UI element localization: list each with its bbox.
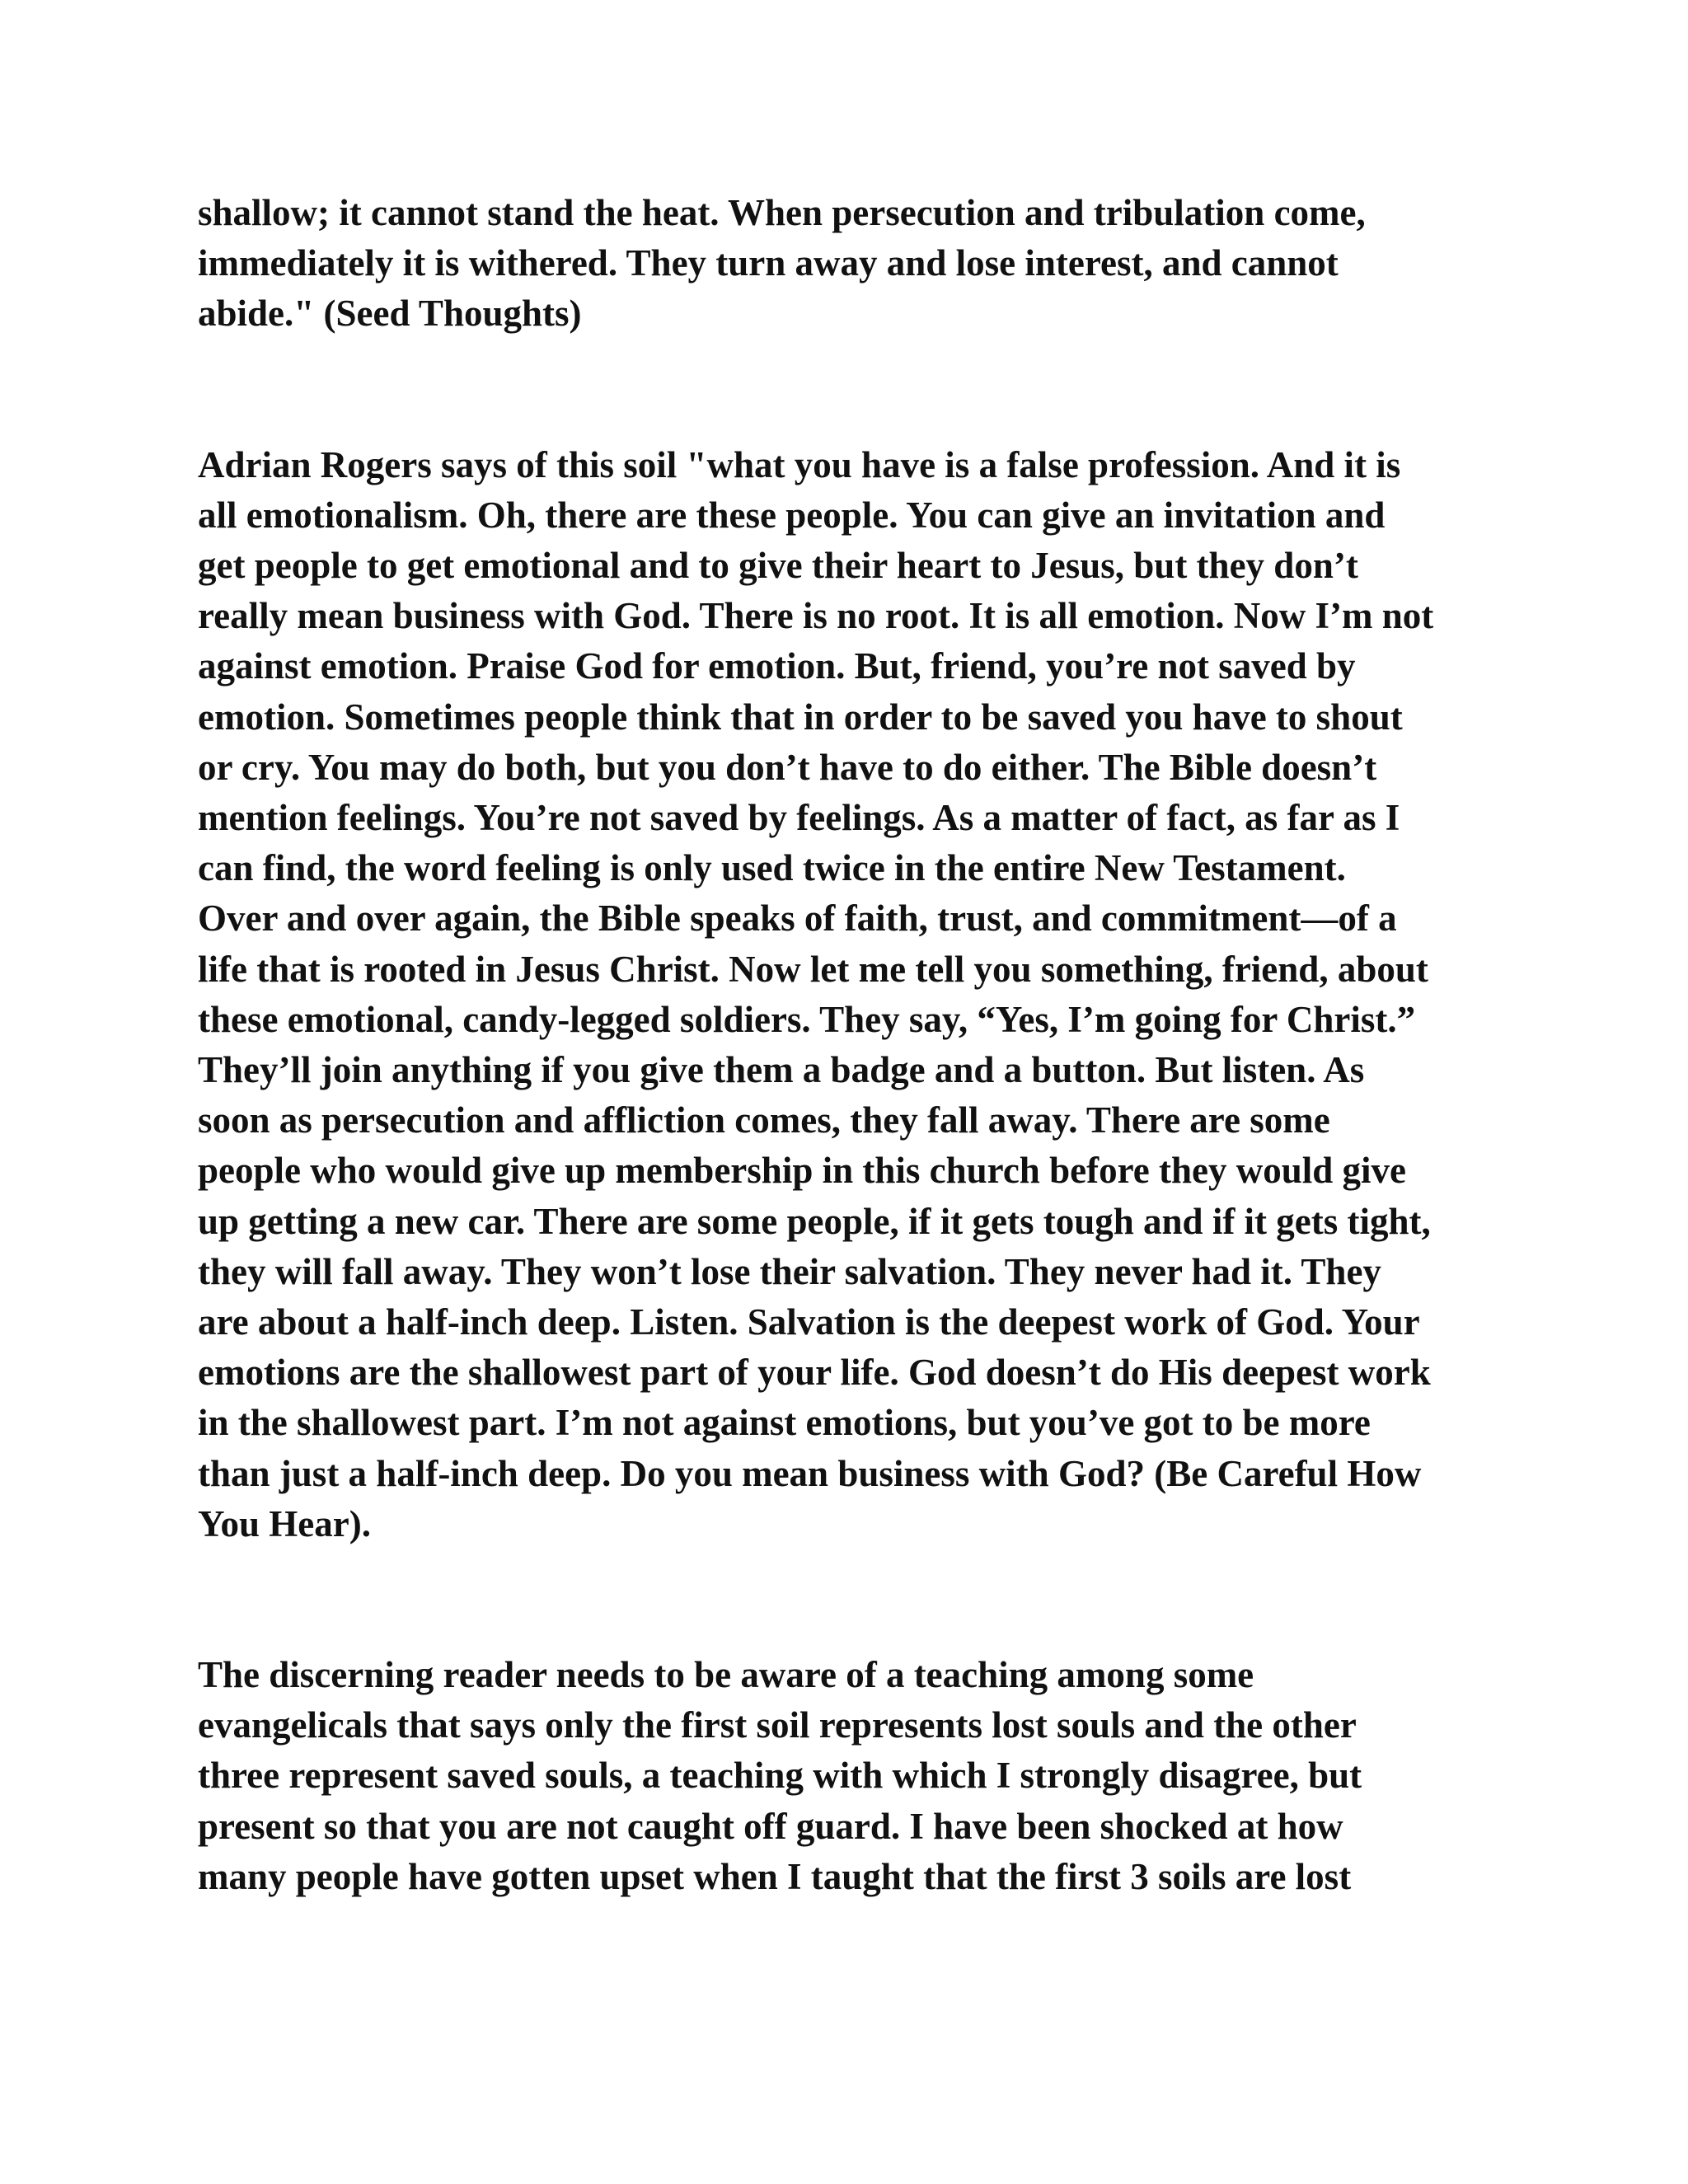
paragraph-discerning-reader: The discerning reader needs to be aware of a teaching among some evangelicals that says only the first soil represents lost souls and the other three represent saved souls, a teaching with which I strongly disagree, but present so that you are not caught off guard. I have been shocked at how many people have gotten upset when I taught that the first 3 soils are lost: [198, 1654, 1362, 1897]
page-content: [198, 188, 1517, 1902]
paragraph-adrian-rogers-quote: Adrian Rogers says of this soil "what you have is a false profession. And it is all emotionalism. Oh, there are these people. You can give an invitation and get people to get emotional and to give their heart to Jesus, but they don’t really mean business with God. There is no root. It is all emotion. Now I’m not against emotion. Praise God for emotion. But, friend, you’re not saved by emotion. Sometimes people think that in order to be saved you have to shout or cry. You may do both, but you don’t have to do either. The Bible doesn’t mention feelings. You’re not saved by feelings. As a matter of fact, as far as I can find, the word feeling is only used twice in the entire New Testament. Over and over again, the Bible speaks of faith, trust, and commitment—of a life that is rooted in Jesus Christ. Now let me tell you something, friend, about these emotional, candy-legged soldiers. They say, “Yes, I’m going for Christ.” They’ll join anything if you give them a badge and a button. But listen. As soon as persecution and affliction comes, they fall away. There are some people who would give up membership in this church before they would give up getting a new car. There are some people, if it gets tough and if it gets tight, they will fall away. They won’t lose their salvation. They never had it. They are about a half-inch deep. Listen. Salvation is the deepest work of God. Your emotions are the shallowest part of your life. God doesn’t do His deepest work in the shallowest part. I’m not against emotions, but you’ve got to be more than just a half-inch deep. Do you mean business with God? (Be Careful How You Hear).: [198, 443, 1434, 1544]
paragraph-seed-thoughts-quote: shallow; it cannot stand the heat. When persecution and tribulation come, immediately it is withered. They turn away and lose interest, and cannot abide." (Seed Thoughts): [198, 192, 1366, 335]
